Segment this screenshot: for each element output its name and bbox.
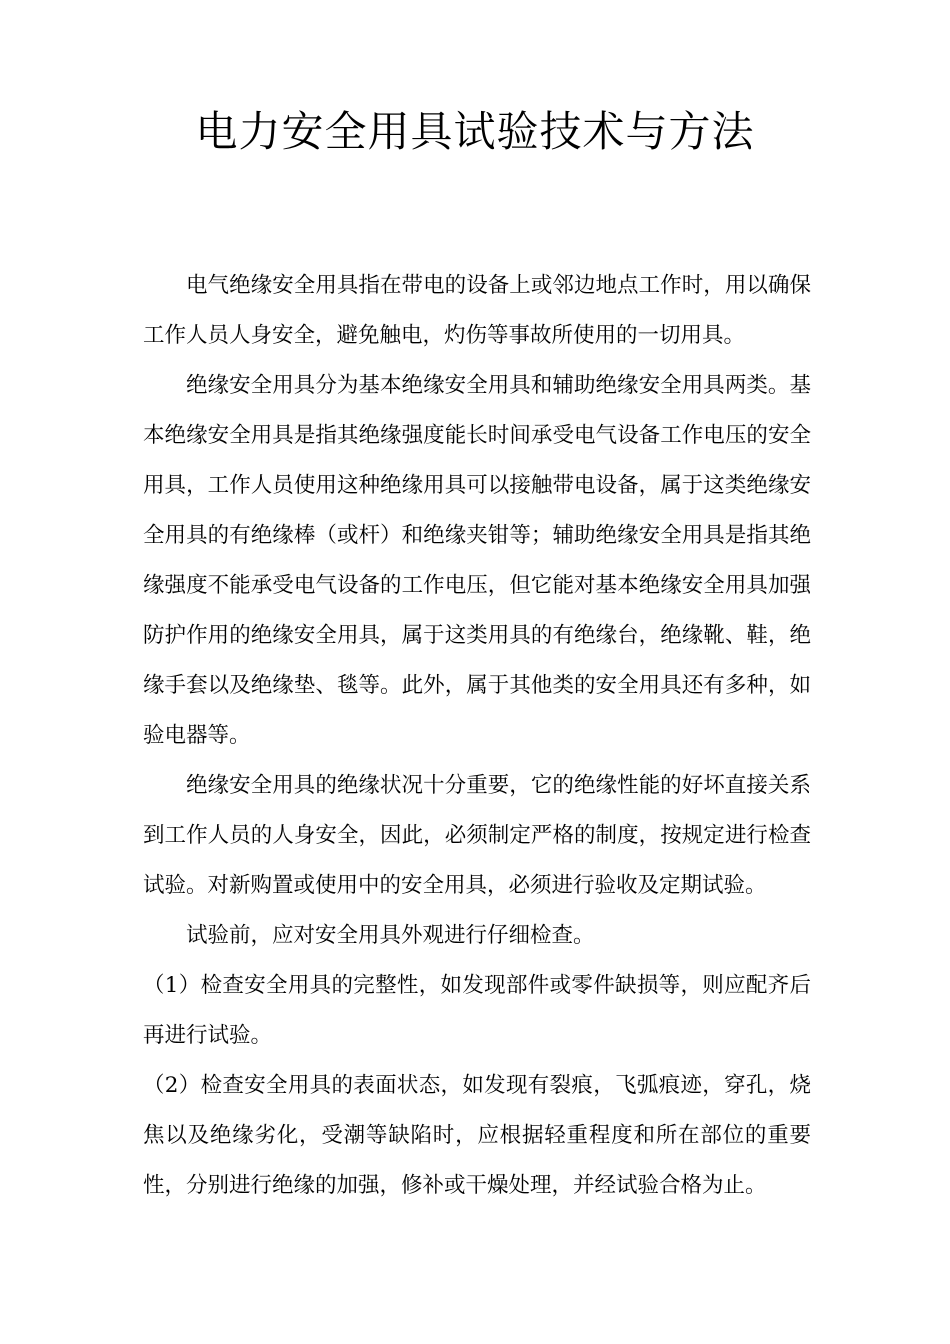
paragraph-importance: 绝缘安全用具的绝缘状况十分重要，它的绝缘性能的好坏直接关系到工作人员的人身安全，因此，必须制定严格的制度，按规定进行检查试验。对新购置或使用中的安全用具，必须进行验收及定期试验。 (143, 773, 811, 898)
document-body (143, 261, 811, 1211)
document-title: 电力安全用具试验技术与方法 (195, 107, 755, 156)
paragraph-definition: 电气绝缘安全用具指在带电的设备上或邻边地点工作时，用以确保工作人员人身安全，避免触电，灼伤等事故所使用的一切用具。 (143, 273, 811, 348)
list-item-surface-check: （2）检查安全用具的表面状态，如发现有裂痕，飞弧痕迹，穿孔，烧焦以及绝缘劣化，受潮等缺陷时，应根据轻重程度和所在部位的重要性，分别进行绝缘的加强，修补或干燥处理，并经试验合格为止。 (143, 1073, 811, 1198)
paragraph-classification: 绝缘安全用具分为基本绝缘安全用具和辅助绝缘安全用具两类。基本绝缘安全用具是指其绝缘强度能长时间承受电气设备工作电压的安全用具，工作人员使用这种绝缘用具可以接触带电设备，属于这类绝缘安全用具的有绝缘棒（或杆）和绝缘夹钳等；辅助绝缘安全用具是指其绝缘强度不能承受电气设备的工作电压，但它能对基本绝缘安全用具加强防护作用的绝缘安全用具，属于这类用具的有绝缘台，绝缘靴、鞋，绝缘手套以及绝缘垫、毯等。此外，属于其他类的安全用具还有多种，如验电器等。 (143, 373, 811, 748)
paragraph-pre-test: 试验前，应对安全用具外观进行仔细检查。 (186, 923, 595, 948)
list-item-integrity-check: （1）检查安全用具的完整性，如发现部件或零件缺损等，则应配齐后再进行试验。 (143, 973, 811, 1048)
